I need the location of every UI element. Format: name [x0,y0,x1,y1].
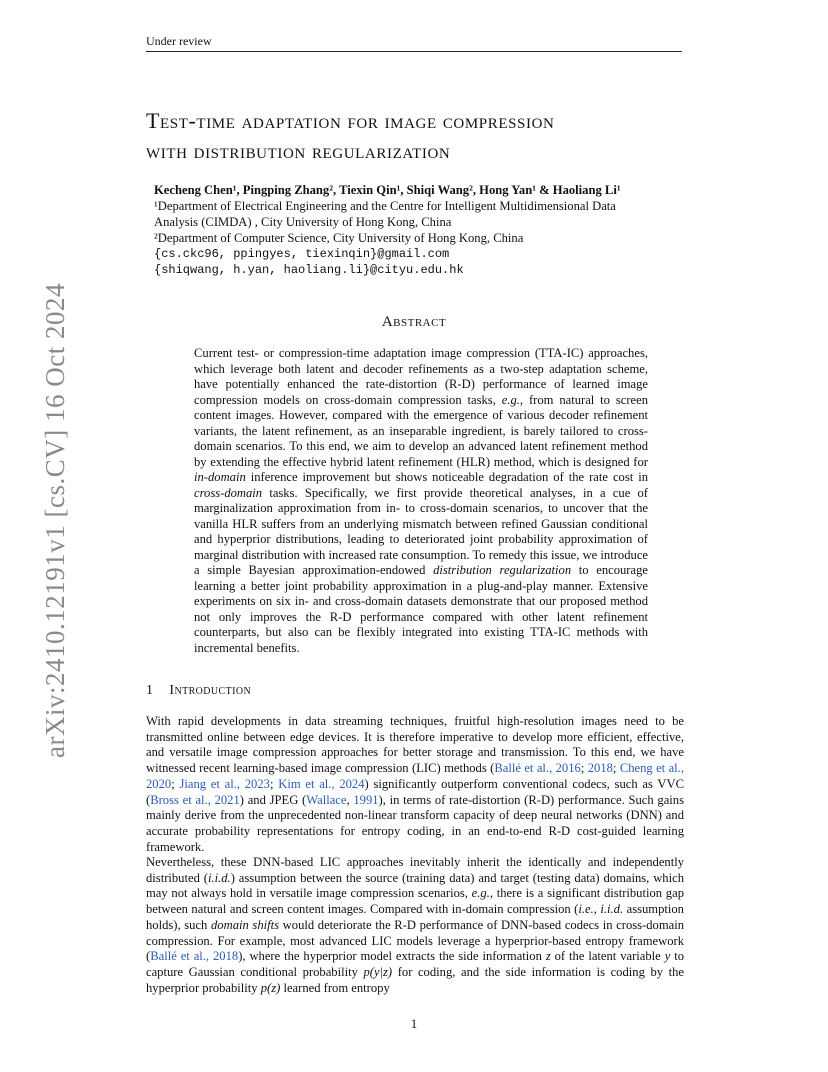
author-emails-2: {shiqwang, h.yan, haoliang.li}@cityu.edu.hk [154,263,464,277]
author-emails-1: {cs.ckc96, ppingyes, tiexinqin}@gmail.com [154,247,450,261]
page-number: 1 [410,1016,418,1031]
citation-link[interactable]: Bross et al., 2021 [150,792,240,807]
citation-link[interactable]: Cheng et al., 2020 [146,761,684,791]
section-heading-introduction [146,683,251,699]
affiliation-1a: ¹Department of Electrical Engineering and the Centre for Intelligent Multidimensional Data [154,199,616,213]
citation-link[interactable]: Wallace [306,792,347,807]
author-block [154,182,694,278]
section-number: 1 [146,683,154,698]
abstract-heading: Abstract [381,314,447,330]
intro-paragraph-1: With rapid developments in data streaming techniques, fruitful high-resolution images need to be transmitted online between edge devices. It is therefore imperative to develop more efficient, effective, and versatile image compression approaches for better storage and transmission. To this end, we have witnessed recent learning-based image compression (LIC) methods (Ballé et al., 2016; 2018; Cheng et al., 2020; Jiang et al., 2023; Kim et al., 2024) significantly outperform conventional codecs, such as VVC (Bross et al., 2021) and JPEG (Wallace, 1991), in terms of rate-distortion (R-D) performance. Such gains mainly derive from the unprecedented non-linear transform capacity of deep neural networks (DNN) and accurate probability representations for entropy coding, in an end-to-end R-D cost-guided learning framework. [146,714,684,854]
running-header: Under review [146,34,682,52]
citation-link[interactable]: 2018 [587,761,613,776]
author-names: Kecheng Chen¹, Pingping Zhang², Tiexin Qin¹, Shiqi Wang², Hong Yan¹ & Haoliang Li¹ [154,183,621,197]
affiliation-1b: Analysis (CIMDA) , City University of Hong Kong, China [154,215,452,229]
intro-paragraph-2: Nevertheless, these DNN-based LIC approaches inevitably inherit the identically and independently distributed (i.i.d.) assumption between the source (training data) and target (testing data) domains, which may not always hold in versatile image compression scenarios, e.g., there is a significant distribution gap between natural and screen content images. Compared with in-domain compression (i.e., i.i.d. assumption holds), such domain shifts would deteriorate the R-D performance of DNN-based codecs in cross-domain compression. For example, most advanced LIC models leverage a hyperprior-based entropy framework (Ballé et al., 2018), where the hyperprior model extracts the side information z of the latent variable y to capture Gaussian conditional probability p(y|z) for coding, and the side information is coding by the hyperprior probability p(z) learned from entropy [146,855,685,995]
citation-link[interactable]: Ballé et al., 2018 [150,949,239,964]
citation-link[interactable]: Jiang et al., 2023 [179,776,270,791]
section-title: Introduction [169,683,252,698]
citation-link[interactable]: Ballé et al., 2016 [494,761,581,776]
abstract-body: Current test- or compression-time adaptation image compression (TTA-IC) approaches, which leverage both latent and decoder refinements as a two-step adaptation scheme, have potentially enhanced the rate-distortion (R-D) performance of learned image compression models on cross-domain compression tasks, e.g., from natural to screen content images. However, compared with the emergence of various decoder refinement variants, the latent refinement, as an inseparable ingredient, is barely tailored to cross-domain scenarios. To this end, we aim to develop an advanced latent refinement method by extending the effective hybrid latent refinement (HLR) method, which is designed for in-domain inference improvement but shows noticeable degradation of the rate cost in cross-domain tasks. Specifically, we first provide theoretical analyses, in a cue of marginalization approximation from in- to cross-domain scenarios, to uncover that the vanilla HLR suffers from an underlying mismatch between refined Gaussian conditional and hyperprior distributions, leading to deteriorated joint probability approximation of marginal distribution with increased rate consumption. To remedy this issue, we introduce a simple Bayesian approximation-endowed distribution regularization to encourage learning a better joint probability approximation in a plug-and-play manner. Extensive experiments on six in- and cross-domain datasets demonstrate that our proposed method not only improves the R-D performance compared with other latent refinement counterparts, but also can be flexibly integrated into existing TTA-IC methods with incremental benefits. [194,346,649,655]
affiliation-2: ²Department of Computer Science, City University of Hong Kong, China [154,231,524,245]
citation-link[interactable]: Kim et al., 2024 [278,776,365,791]
citation-link[interactable]: 1991 [353,792,379,807]
title-line-1: Test-time adaptation for image compression [146,108,555,133]
paper-title [146,106,706,166]
arxiv-identifier: arXiv:2410.12191v1 [cs.CV] 16 Oct 2024 [40,283,70,758]
title-line-2: with distribution regularization [146,138,451,163]
